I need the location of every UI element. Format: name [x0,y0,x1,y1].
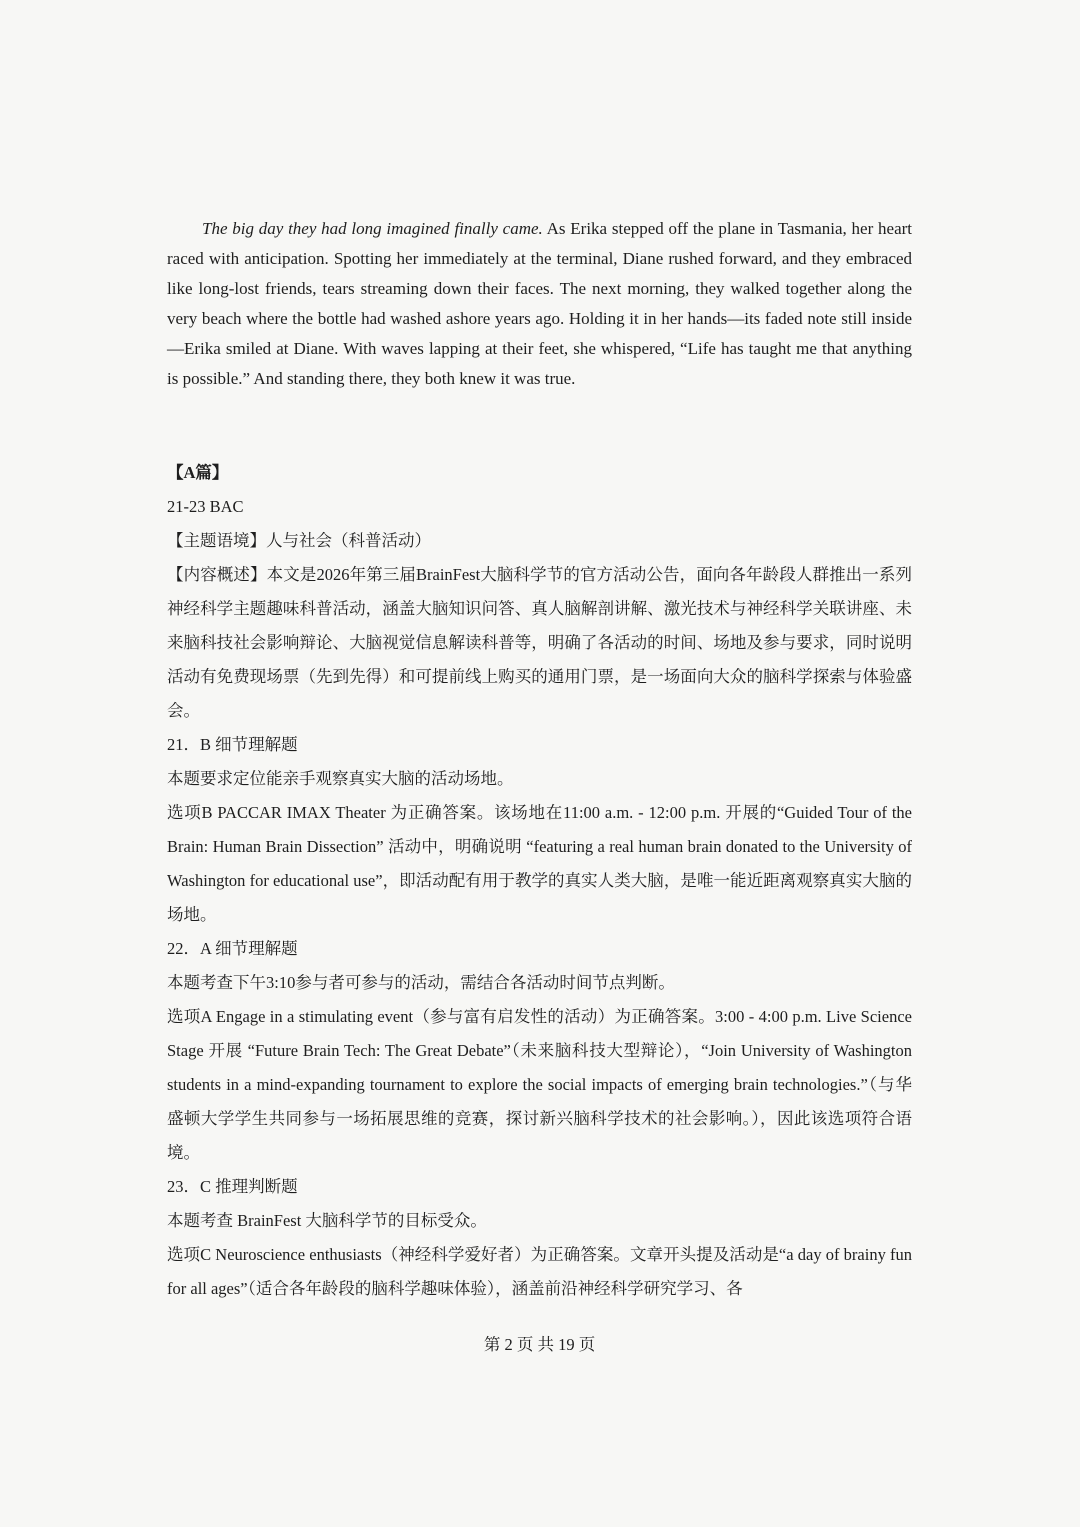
theme-label: 【主题语境】 [167,531,266,550]
story-body: As Erika stepped off the plane in Tasmania, her heart raced with anticipation. Spotting her immediately at the terminal, Diane rushed forward, and they embraced like long-lost friends, tears streaming down their faces. The next morning, they walked together along the very beach where the bottle had washed ashore years ago. Holding it in her hands—its faded note still inside—Erika smiled at Diane. With waves lapping at their feet, she whispered, “Life has taught me that anything is possible.” And standing there, they both knew it was true. [167,219,912,388]
question-21-paragraph-1: 本题要求定位能亲手观察真实大脑的活动场地。 [167,769,514,788]
question-21-paragraph-2: 选项B PACCAR IMAX Theater 为正确答案。该场地在11:00 a.m. - 12:00 p.m. 开展的“Guided Tour of the Brain: Human Brain Dissection” 活动中，明确说明 “featuring a real human brain donated to the University of Washington for educational use”，即活动配有用于教学的真实人类大脑，是唯一能近距离观察真实大脑的场地。 [167,803,912,924]
page-footer: 第 2 页 共 19 页 [483,1335,596,1354]
theme-line [167,524,912,558]
answer-section [167,456,912,1306]
question-21-heading: 21．B 细节理解题 [167,735,298,754]
document-page [167,0,912,1527]
theme-text: 人与社会（科普活动） [266,531,431,550]
question-23-paragraph-2: 选项C Neuroscience enthusiasts（神经科学爱好者）为正确答案。文章开头提及活动是“a day of brainy fun for all ages”（适合各年龄段的脑科学趣味体验），涵盖前沿神经科学研究学习、各 [167,1245,912,1298]
question-22-paragraph-1: 本题考查下午3:10参与者可参与的活动，需结合各活动时间节点判断。 [167,973,675,992]
story-paragraph [167,214,912,394]
summary-label: 【内容概述】 [167,565,267,584]
question-22-heading: 22．A 细节理解题 [167,939,298,958]
summary-text: 本文是2026年第三届BrainFest大脑科学节的官方活动公告，面向各年龄段人群推出一系列神经科学主题趣味科普活动，涵盖大脑知识问答、真人脑解剖讲解、激光技术与神经科学关联讲座、未来脑科技社会影响辩论、大脑视觉信息解读科普等，明确了各活动的时间、场地及参与要求，同时说明活动有免费现场票（先到先得）和可提前线上购买的通用门票，是一场面向大众的脑科学探索与体验盛会。 [167,565,912,720]
question-23-heading: 23．C 推理判断题 [167,1177,298,1196]
story-lead-italic: The big day they had long imagined finally came. [202,219,543,238]
summary-paragraph [167,558,912,728]
question-23-paragraph-1: 本题考查 BrainFest 大脑科学节的目标受众。 [167,1211,487,1230]
answer-key: 21-23 BAC [167,497,244,516]
question-22-paragraph-2: 选项A Engage in a stimulating event（参与富有启发性的活动）为正确答案。3:00 - 4:00 p.m. Live Science Stage 开展 “Future Brain Tech: The Great Debate”（未来脑科技大型辩论），“Join University of Washington students in a mind-expanding tournament to explore the social impacts of emerging brain technologies.”（与华盛顿大学学生共同参与一场拓展思维的竞赛，探讨新兴脑科学技术的社会影响。），因此该选项符合语境。 [167,1007,912,1162]
section-title: 【A篇】 [167,463,229,482]
